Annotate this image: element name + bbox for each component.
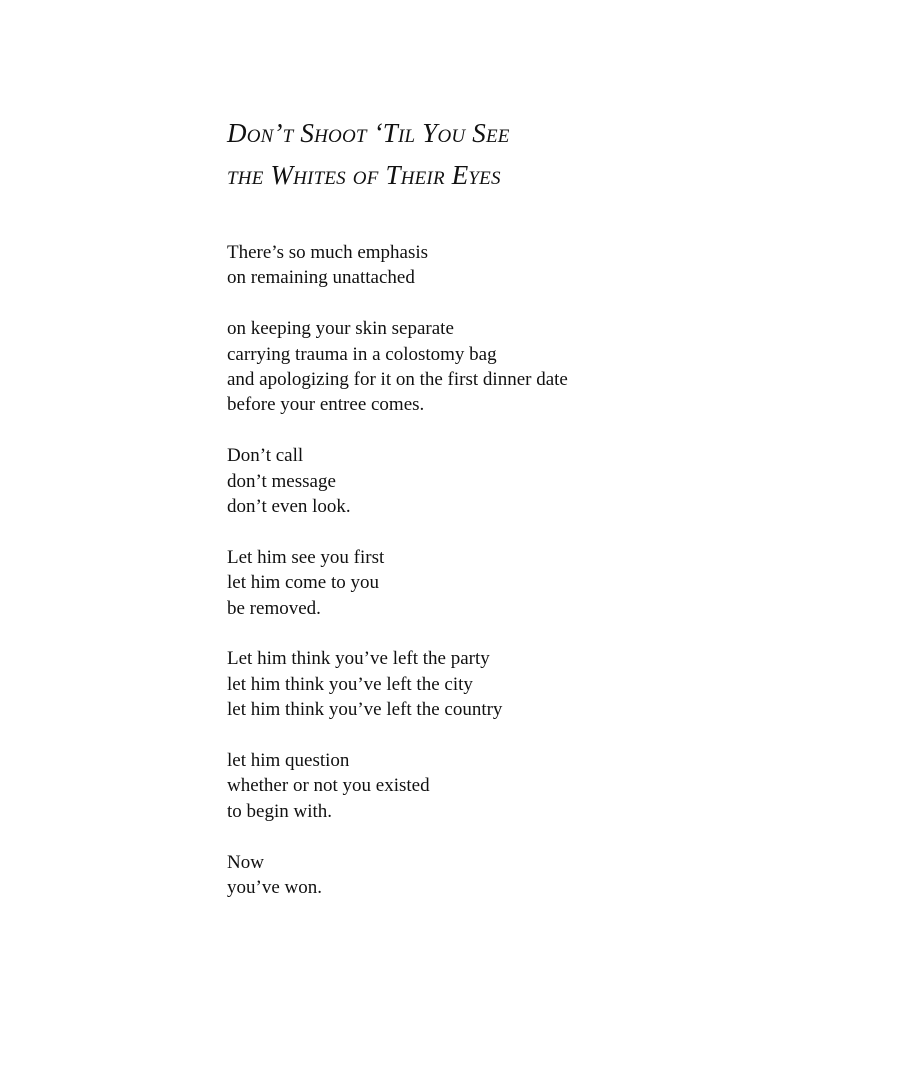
poem-line: Now (227, 851, 264, 873)
poem-body (227, 240, 747, 926)
poem-line: let him come to you (227, 572, 379, 594)
poem-line: don’t message (227, 470, 336, 492)
poem-line: whether or not you existed (227, 775, 430, 797)
stanza (227, 850, 747, 901)
poem-line: and apologizing for it on the first dinner date (227, 369, 568, 391)
poem-title-line: the Whites of Their Eyes (227, 160, 501, 190)
poem-line: let him think you’ve left the country (227, 699, 503, 721)
stanza (227, 545, 747, 621)
poem-title-line: Don’t Shoot ‘Til You See (227, 118, 510, 148)
stanza (227, 240, 747, 291)
poem-line: carrying trauma in a colostomy bag (227, 343, 497, 365)
poem-line: let him think you’ve left the city (227, 673, 473, 695)
poem-line: you’ve won. (227, 877, 322, 899)
poem-line: Let him think you’ve left the party (227, 648, 490, 670)
poem-line: on keeping your skin separate (227, 318, 454, 340)
poem-line: before your entree comes. (227, 394, 425, 416)
poem-line: Don’t call (227, 445, 304, 467)
poem-line: let him question (227, 750, 350, 772)
poem-line: Let him see you first (227, 546, 385, 568)
poem-line: to begin with. (227, 800, 333, 822)
stanza (227, 443, 747, 519)
poem-line: don’t even look. (227, 496, 351, 518)
poem-title (227, 112, 510, 196)
stanza (227, 748, 747, 824)
poem-line: on remaining unattached (227, 267, 415, 289)
poem-line: be removed. (227, 597, 321, 619)
stanza (227, 646, 747, 722)
stanza (227, 316, 747, 418)
poem-line: There’s so much emphasis (227, 242, 429, 263)
